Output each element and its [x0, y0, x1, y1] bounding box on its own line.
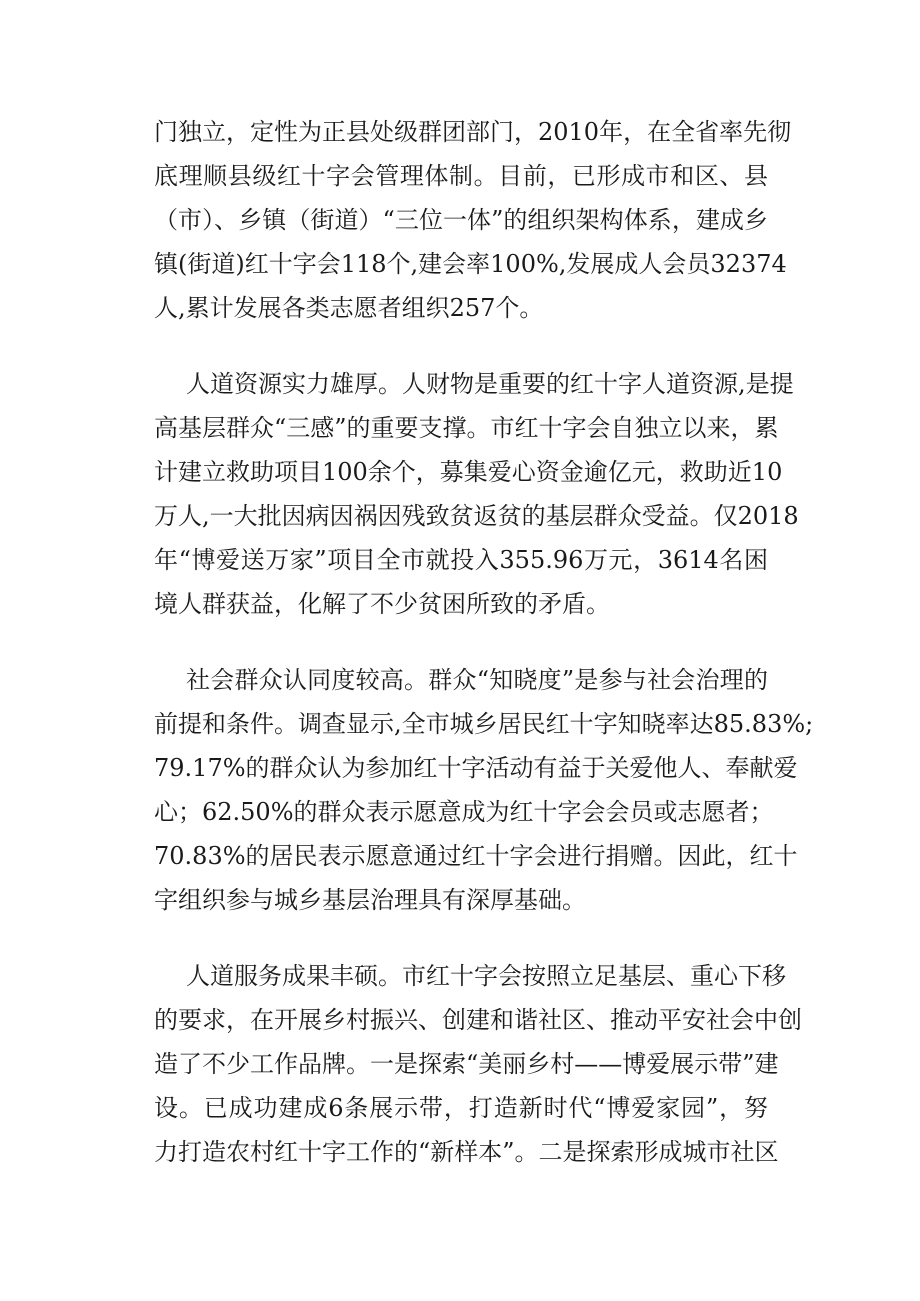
text-line: 力打造农村红十字工作的“新样本”。二是探索形成城市社区 — [154, 1138, 779, 1166]
text-line: 年“博爱送万家”项目全市就投入355.96万元，3614名困 — [154, 546, 768, 574]
text-line: 前提和条件。调查显示,全市城乡居民红十字知晓率达85.83%; — [154, 710, 814, 738]
text-line: 社会群众认同度较高。群众“知晓度”是参与社会治理的 — [186, 666, 768, 694]
text-line: 门独立，定性为正县处级群团部门，2010年，在全省率先彻 — [154, 118, 792, 146]
text-line: 人道服务成果丰硕。市红十字会按照立足基层、重心下移 — [186, 962, 786, 990]
text-line: 造了不少工作品牌。一是探索“美丽乡村——博爱展示带”建 — [154, 1050, 779, 1078]
text-line: 设。已成功建成6条展示带，打造新时代“博爱家园”，努 — [154, 1094, 768, 1122]
paragraph-resources — [154, 362, 799, 626]
body-text — [154, 110, 814, 1206]
text-line: 79.17%的群众认为参加红十字活动有益于关爱他人、奉献爱 — [154, 754, 798, 782]
text-line: （市）、乡镇（街道）“三位一体”的组织架构体系，建成乡 — [154, 206, 768, 234]
text-line: 计建立救助项目100余个，募集爱心资金逾亿元，救助近10 — [154, 458, 783, 486]
text-line: 底理顺县级红十字会管理体制。目前，已形成市和区、县 — [154, 162, 768, 190]
text-line: 万人,一大批因病因祸因残致贫返贫的基层群众受益。仅2018 — [154, 502, 799, 530]
text-line: 镇(街道)红十字会118个,建会率100%,发展成人会员32374 — [154, 250, 787, 278]
text-line: 人道资源实力雄厚。人财物是重要的红十字人道资源,是提 — [186, 370, 794, 398]
text-line: 字组织参与城乡基层治理具有深厚基础。 — [154, 886, 586, 914]
paragraph-recognition — [154, 658, 814, 922]
text-line: 心；62.50%的群众表示愿意成为红十字会会员或志愿者； — [154, 798, 774, 826]
text-line: 人,累计发展各类志愿者组织257个。 — [154, 294, 544, 322]
text-line: 70.83%的居民表示愿意通过红十字会进行捐赠。因此，红十 — [154, 842, 798, 870]
text-line: 高基层群众“三感”的重要支撑。市红十字会自独立以来，累 — [154, 414, 779, 442]
paragraph-services — [154, 954, 802, 1174]
paragraph-organization — [154, 110, 792, 330]
text-line: 境人群获益，化解了不少贫困所致的矛盾。 — [154, 590, 610, 618]
text-line: 的要求，在开展乡村振兴、创建和谐社区、推动平安社会中创 — [154, 1006, 802, 1034]
